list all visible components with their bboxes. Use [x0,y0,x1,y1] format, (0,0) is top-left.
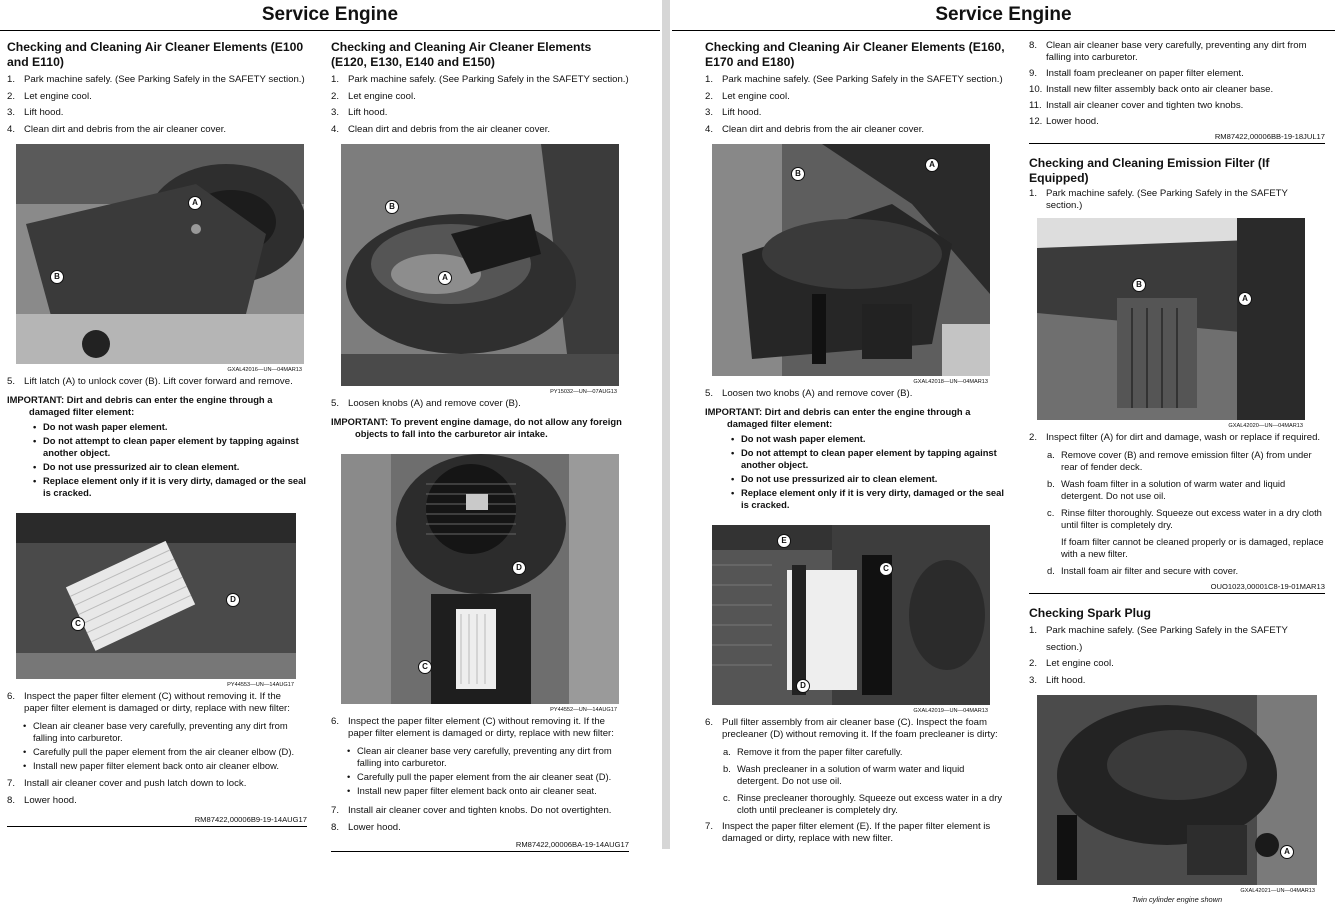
list-item: • Install new paper filter element back onto air cleaner seat. [331,785,629,797]
emission-filter-photo [1037,218,1305,420]
figure-code: PY15032—UN—07AUG13 [550,389,617,395]
reference-code: RM87422,00006BB-19-18JUL17 [1029,132,1325,144]
bullet-list [7,720,307,772]
step-item: 2. Inspect filter (A) for dirt and damage, wash or replace if required. [1029,432,1321,443]
step-item: 6. Inspect the paper filter element (C) without removing it. If the paper filter element is damaged or dirty, replace with new filter: [7,691,290,714]
step-item: 1. Park machine safely. (See Parking Safely in the SAFETY section.) [331,74,629,85]
paper-filter-photo [16,513,296,679]
important-note: IMPORTANT: To prevent engine damage, do not allow any foreign objects to fall into the carburetor air intake. [331,416,622,439]
left-page-header [0,2,660,31]
list-item: b. Wash precleaner in a solution of warm water and liquid detergent. Do not use oil. [723,763,965,786]
step-item: 7. Install air cleaner cover and tighten knobs. Do not overtighten. [331,805,612,816]
left-page [0,0,660,849]
list-item: • Do not attempt to clean paper element by tapping against another object. [7,435,307,459]
section-title: Checking and Cleaning Air Cleaner Elements (E100 and E110) [7,40,304,69]
list-item: c. Rinse filter thoroughly. Squeeze out excess water in a dry cloth until filter is completely dry. [1047,507,1322,530]
callout-d: D [226,593,240,607]
reference-code: RM87422,00006BA-19-14AUG17 [331,840,629,852]
steps-list [1029,40,1325,128]
right-page-header [672,2,1335,31]
section-title-spark-plug: Checking Spark Plug [1029,606,1151,620]
step-item: 8. Lower hood. [331,822,401,833]
callout-e: E [777,534,791,548]
list-item: c. Rinse precleaner thoroughly. Squeeze out excess water in a dry cloth until precleaner is completely dry. [723,792,1003,815]
list-item: a. Remove cover (B) and remove emission filter (A) from under rear of fender deck. [1047,449,1312,472]
callout-c: C [418,660,432,674]
step-item: 10. Install new filter assembly back onto air cleaner base. [1029,84,1274,95]
step-item: 1. Park machine safely. (See Parking Safely in the SAFETY section.) [705,74,1003,85]
list-item: • Install new paper filter element back onto air cleaner elbow. [7,760,307,772]
foam-precleaner-photo [712,525,990,705]
engine-fan-photo [341,454,619,704]
reference-code: OUO1023,00001C8-19-01MAR13 [1029,582,1325,594]
callout-b: B [1132,278,1146,292]
step-item: 7. Install air cleaner cover and push latch down to lock. [7,778,247,789]
callout-a: A [1280,845,1294,859]
step-item: 2. Let engine cool. [331,90,416,102]
list-item: • Carefully pull the paper element from the air cleaner seat (D). [331,771,629,783]
callout-c: C [71,617,85,631]
step-item: 1. Park machine safely. (See Parking Safely in the SAFETY section.) [1029,625,1288,653]
figure-emission-filter [1037,218,1305,429]
steps-list [7,72,307,138]
callout-d: D [512,561,526,575]
callout-c: C [879,562,893,576]
list-item: • Do not use pressurized air to clean element. [7,461,307,473]
callout-d: D [796,679,810,693]
figure-code: GXAL42020—UN—04MAR13 [1228,423,1303,429]
callout-b: B [50,270,64,284]
reference-code: RM87422,00006B9-19-14AUG17 [7,815,307,827]
step-item: 4. Clean dirt and debris from the air cleaner cover. [7,123,227,135]
page-title: Service Engine [261,4,399,25]
engine-knobs-photo [341,144,619,386]
bullet-list [331,745,629,797]
step-item: 6. Pull filter assembly from air cleaner base (C). Inspect the foam precleaner (D) without removing it. If the foam precleaner is dirty: [705,717,998,740]
figure-code: PY44553—UN—14AUG17 [227,682,294,688]
callout-b: B [791,167,805,181]
figure-foam-precleaner [712,525,990,714]
figure-paper-filter [16,513,296,688]
section-right-continued [1029,40,1325,904]
step-item: 2. Let engine cool. [1029,658,1114,669]
engine-cover-photo [16,144,304,364]
step-item: 1. Park machine safely. (See Parking Safely in the SAFETY section.) [7,74,305,85]
figure-code: GXAL42016—UN—04MAR13 [227,367,302,373]
right-page [672,0,1335,904]
step-item: 1. Park machine safely. (See Parking Safely in the SAFETY section.) [1029,188,1288,211]
step-item: 9. Install foam precleaner on paper filter element. [1029,68,1244,79]
step-item: 6. Inspect the paper filter element (C) without removing it. If the paper filter element is damaged or dirty, replace with new filter: [331,716,614,739]
steps-list [331,72,629,138]
figure-code: GXAL42018—UN—04MAR13 [913,379,988,385]
step-item: 3. Lift hood. [7,107,64,118]
engine-two-knobs-photo [712,144,990,376]
step-item: 5. Loosen knobs (A) and remove cover (B). [331,398,521,409]
list-item: • Clean air cleaner base very carefully, preventing any dirt from falling into carburetor. [7,720,307,744]
callout-b: B [385,200,399,214]
step-item: 3. Lift hood. [331,107,388,118]
figure-code: GXAL42019—UN—04MAR13 [913,708,988,714]
list-item: • Clean air cleaner base very carefully, preventing any dirt from falling into carburetor. [331,745,629,769]
figure-caption: Twin cylinder engine shown [1131,895,1223,904]
step-item: 3. Lift hood. [705,107,762,118]
list-item: • Do not attempt to clean paper element by tapping against another object. [705,447,1005,471]
step-item: 2. Let engine cool. [7,90,92,102]
step-item: 7. Inspect the paper filter element (E). If the paper filter element is damaged or dirty, replace with new filter. [705,821,991,844]
callout-a: A [188,196,202,210]
list-item: • Do not wash paper element. [7,421,307,433]
list-item: • Carefully pull the paper element from the air cleaner elbow (D). [7,746,307,758]
step-item: 8. Clean air cleaner base very carefully, preventing any dirt from falling into carburetor. [1029,40,1307,63]
list-item: • Replace element only if it is very dirty, damaged or the seal is cracked. [7,475,307,499]
list-item: a. Remove it from the paper filter carefully. [723,746,903,757]
step-item: 11. Install air cleaner cover and tighten two knobs. [1029,100,1244,111]
list-item: • Do not wash paper element. [705,433,1005,445]
figure-code: GXAL42021—UN—04MAR13 [1240,888,1315,894]
callout-a: A [925,158,939,172]
lettered-list [1029,449,1325,531]
bullet-list [7,421,307,499]
page-gutter [662,0,670,849]
step-item: 2. Let engine cool. [705,90,790,102]
section-title-emission-filter: Checking and Cleaning Emission Filter (If Equipped) [1029,156,1270,185]
list-item: b. Wash foam filter in a solution of warm water and liquid detergent. Do not use oil. [1047,478,1286,501]
section-e100-e110 [7,40,307,827]
figure-paper-filter-seat [341,454,619,713]
steps-list [1029,623,1325,689]
important-note: IMPORTANT: Dirt and debris can enter the engine through a damaged filter element: [7,394,273,417]
figure-air-cleaner-knobs [341,144,619,395]
callout-a: A [1238,292,1252,306]
page-title: Service Engine [935,4,1072,25]
step-item: 12. Lower hood. [1029,116,1099,127]
step-item: 5. Lift latch (A) to unlock cover (B). Lift cover forward and remove. [7,376,293,387]
step-item: 4. Clean dirt and debris from the air cleaner cover. [331,123,551,135]
steps-list [705,72,1005,138]
bullet-list [705,433,1005,511]
figure-air-cleaner-cover [16,144,304,373]
twin-cylinder-engine-photo [1037,695,1317,885]
lettered-list [1029,565,1325,577]
important-note: IMPORTANT: Dirt and debris can enter the engine through a damaged filter element: [705,406,971,429]
callout-a: A [438,271,452,285]
step-item: 5. Loosen two knobs (A) and remove cover (B). [705,388,913,399]
list-item: d. Install foam air filter and secure with cover. [1047,565,1239,576]
figure-two-knobs [712,144,990,385]
list-item: • Replace element only if it is very dirty, damaged or the seal is cracked. [705,487,1005,511]
figure-code: PY44552—UN—14AUG17 [550,707,617,713]
step-item: 3. Lift hood. [1029,674,1086,686]
section-e160-e180 [705,40,1005,850]
section-title: Checking and Cleaning Air Cleaner Elements (E120, E130, E140 and E150) [331,40,592,69]
lettered-list [705,746,1005,816]
filter-note: If foam filter cannot be cleaned properly or is damaged, replace with a new filter. [1061,536,1324,559]
section-title: Checking and Cleaning Air Cleaner Elements (E160, E170 and E180) [705,40,1005,69]
list-item: • Do not use pressurized air to clean element. [705,473,1005,485]
section-e120-e150 [331,40,629,852]
figure-spark-plug [1037,695,1317,894]
step-item: 4. Clean dirt and debris from the air cleaner cover. [705,123,925,135]
step-item: 8. Lower hood. [7,795,77,806]
